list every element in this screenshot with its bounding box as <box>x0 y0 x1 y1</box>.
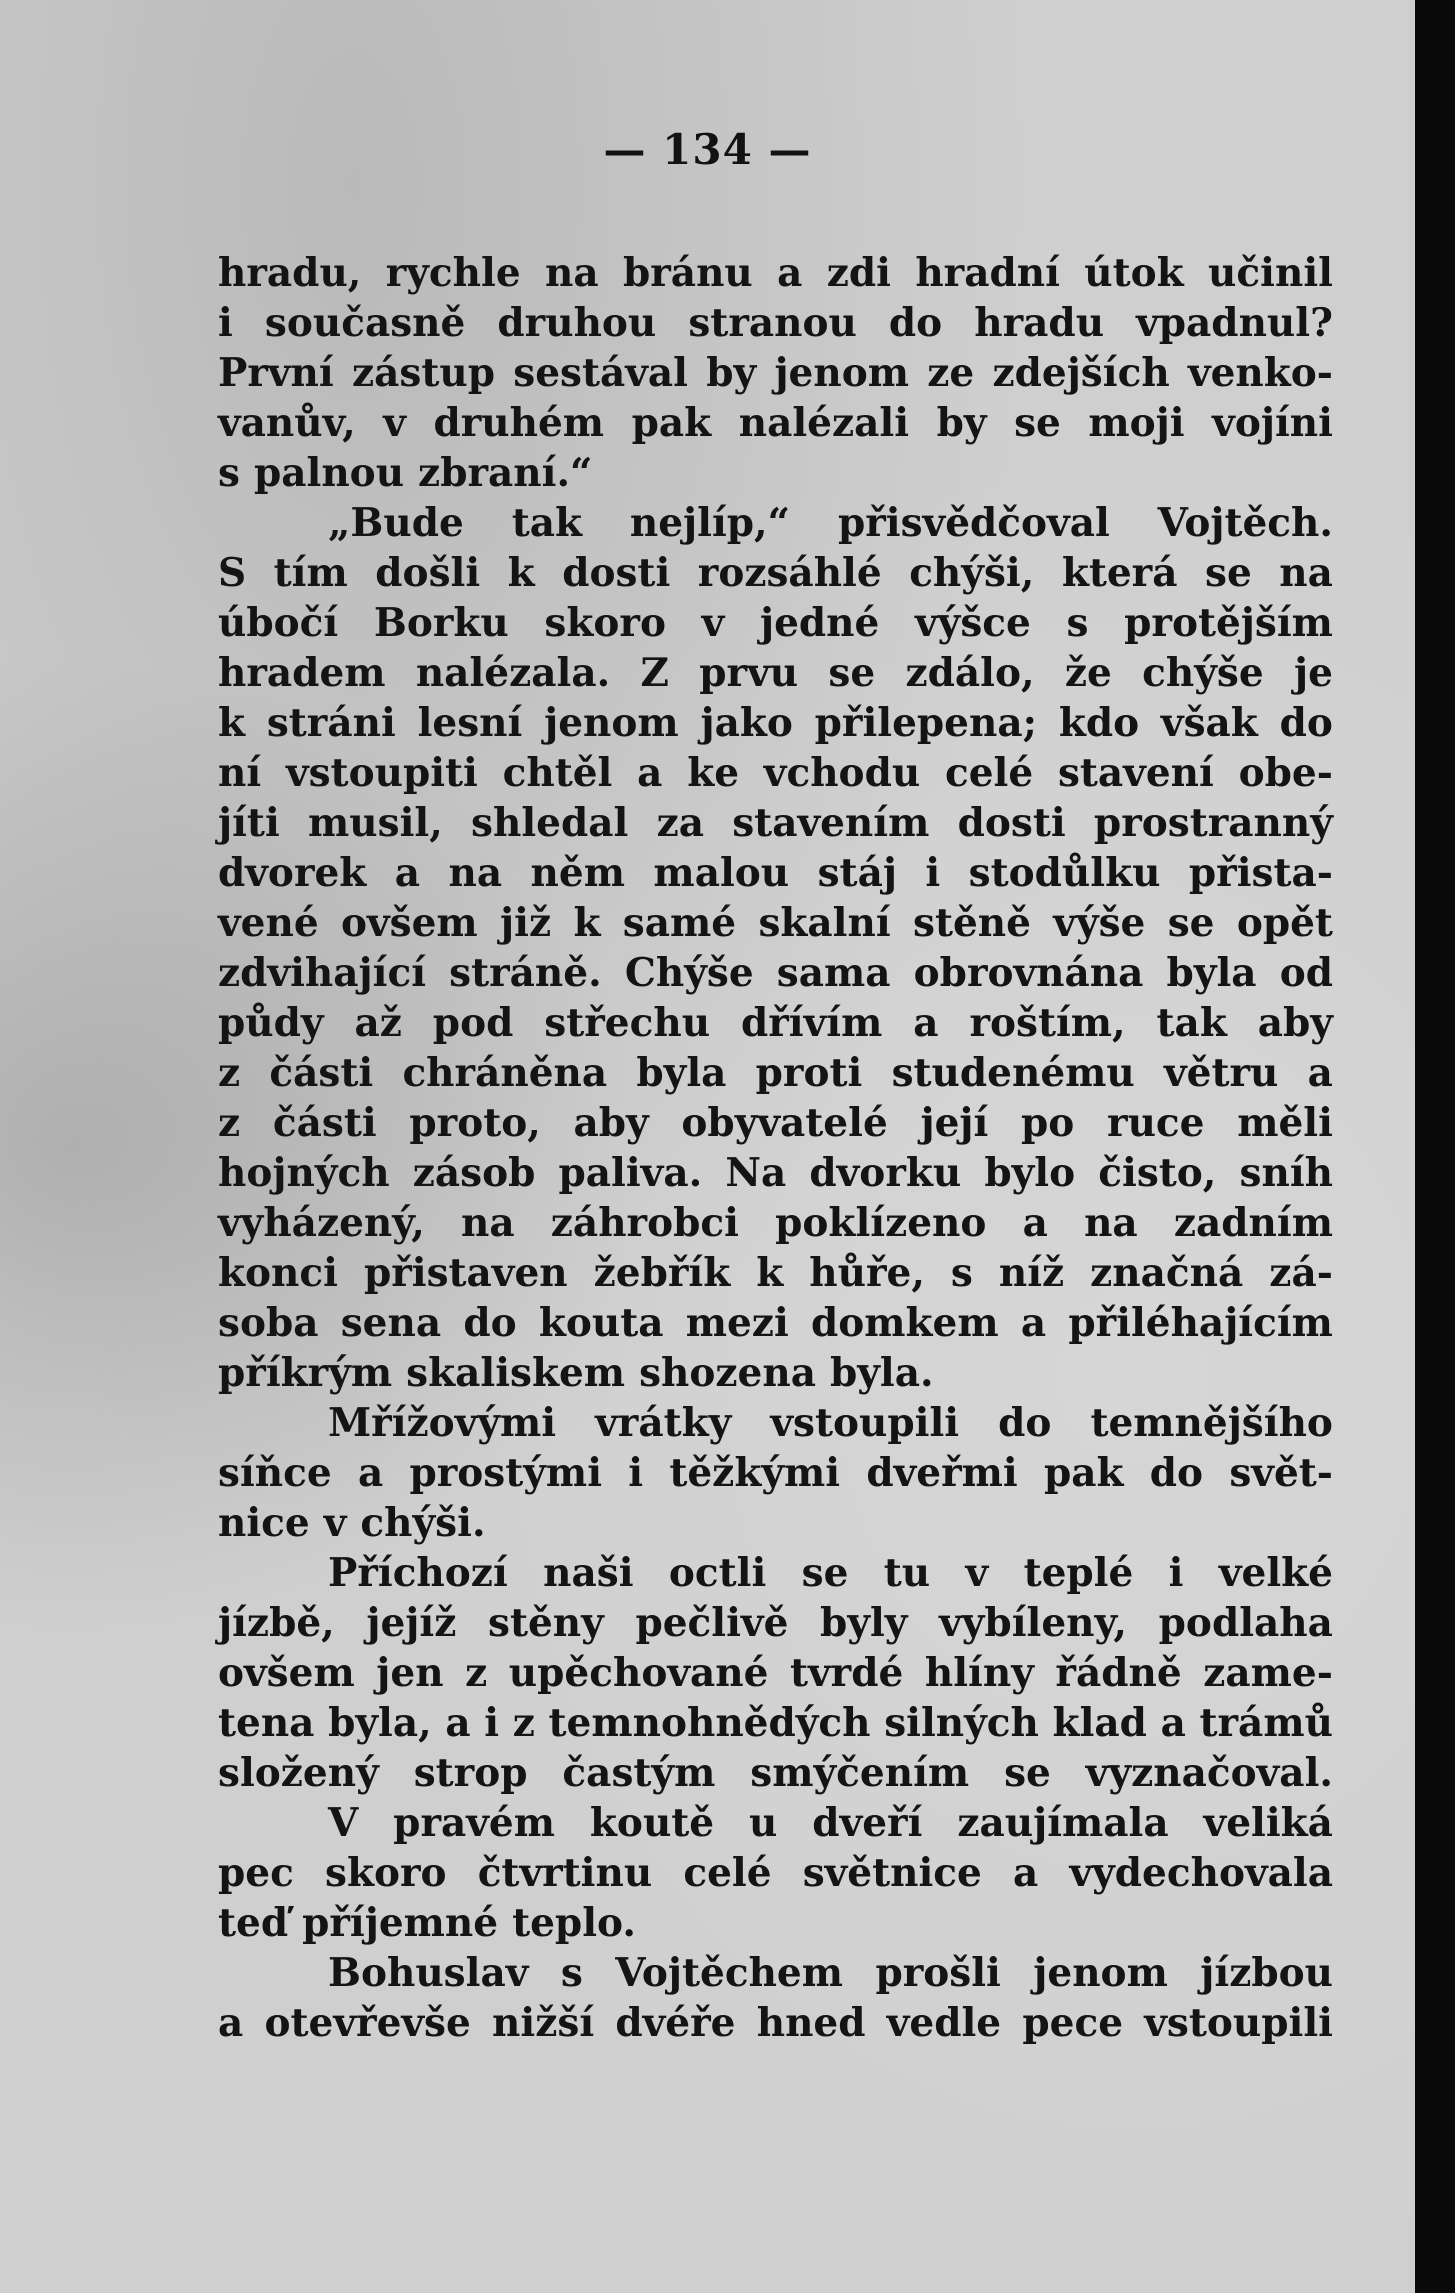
text-line: První zástup sestával by jenom ze zdejších venko- <box>218 350 1333 396</box>
text-line: tena byla, a i z temnohnědých silných klad a trámů <box>218 1700 1333 1746</box>
text-line: ovšem jen z upěchované tvrdé hlíny řádně zame- <box>218 1650 1333 1696</box>
scan-edge <box>1415 0 1455 2293</box>
text-line: Příchozí naši octli se tu v teplé i velké <box>328 1550 1333 1596</box>
page-number: — 134 — <box>603 125 812 174</box>
body-text <box>218 248 1333 2048</box>
text-line: Mřížovými vrátky vstoupili do temnějšího <box>328 1400 1333 1446</box>
text-line: jízbě, jejíž stěny pečlivě byly vybíleny, podlaha <box>218 1600 1333 1646</box>
text-line: teď příjemné teplo. <box>218 1900 636 1946</box>
text-line: hradu, rychle na bránu a zdi hradní útok učinil <box>218 250 1333 296</box>
text-line: pec skoro čtvrtinu celé světnice a vydechovala <box>218 1850 1333 1896</box>
text-line: složený strop častým smýčením se vyznačoval. <box>218 1750 1333 1796</box>
text-line: k stráni lesní jenom jako přilepena; kdo však do <box>218 700 1333 746</box>
text-line: vyházený, na záhrobci poklízeno a na zadním <box>218 1200 1333 1246</box>
text-line: „Bude tak nejlíp,“ přisvědčoval Vojtěch. <box>328 500 1333 546</box>
text-line: ní vstoupiti chtěl a ke vchodu celé stavení obe- <box>218 750 1333 796</box>
text-line: nice v chýši. <box>218 1500 486 1546</box>
text-line: úbočí Borku skoro v jedné výšce s protějším <box>218 600 1333 646</box>
text-line: z části chráněna byla proti studenému větru a <box>218 1050 1333 1096</box>
text-line: vanův, v druhém pak nalézali by se moji vojíni <box>218 400 1333 446</box>
text-line: Bohuslav s Vojtěchem prošli jenom jízbou <box>328 1950 1333 1996</box>
text-line: S tím došli k dosti rozsáhlé chýši, která se na <box>218 550 1333 596</box>
text-line: a otevřevše nižší dvéře hned vedle pece vstoupili <box>218 2000 1333 2046</box>
text-line: i současně druhou stranou do hradu vpadnul? <box>218 300 1333 346</box>
text-line: z části proto, aby obyvatelé její po ruce měli <box>218 1100 1333 1146</box>
text-line: konci přistaven žebřík k hůře, s níž značná zá- <box>218 1250 1333 1296</box>
text-line: V pravém koutě u dveří zaujímala veliká <box>328 1800 1333 1846</box>
text-line: síňce a prostými i těžkými dveřmi pak do svět- <box>218 1450 1333 1496</box>
text-line: hradem nalézala. Z prvu se zdálo, že chýše je <box>218 650 1333 696</box>
text-line: hojných zásob paliva. Na dvorku bylo čisto, sníh <box>218 1150 1333 1196</box>
text-line: půdy až pod střechu dřívím a roštím, tak aby <box>218 1000 1333 1046</box>
text-line: příkrým skaliskem shozena byla. <box>218 1350 934 1396</box>
text-line: soba sena do kouta mezi domkem a přiléhajícím <box>218 1300 1333 1346</box>
text-line: dvorek a na něm malou stáj i stodůlku přista- <box>218 850 1333 896</box>
text-line: zdvihající stráně. Chýše sama obrovnána byla od <box>218 950 1333 996</box>
text-line: s palnou zbraní.“ <box>218 450 593 496</box>
text-line: vené ovšem již k samé skalní stěně výše se opět <box>218 900 1333 946</box>
text-line: jíti musil, shledal za stavením dosti prostranný <box>218 800 1333 846</box>
